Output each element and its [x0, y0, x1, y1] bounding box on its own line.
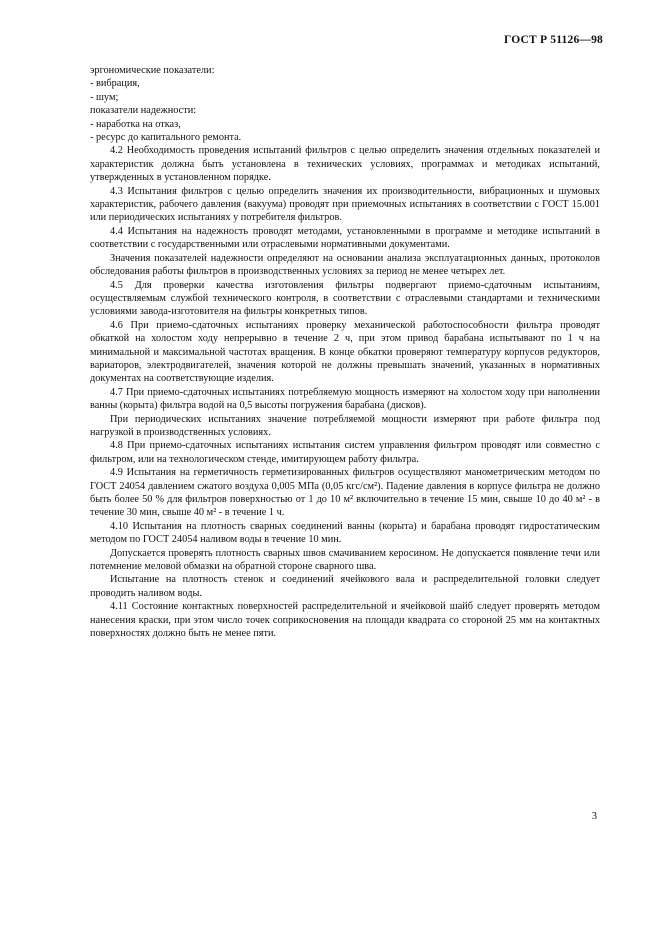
- document-body: [90, 64, 600, 640]
- intro-line: - шум;: [90, 91, 119, 103]
- document-code-header: ГОСТ Р 51126—98: [504, 34, 603, 46]
- paragraph-4-7: 4.7 При приемо-сдаточных испытаниях потребляемую мощность измеряют на холостом ходу при наполнении ванны (корыта) фильтра водой на 0,5 высоты погружения барабана (дисков).: [90, 386, 600, 412]
- intro-line: - вибрация,: [90, 78, 140, 90]
- paragraph-4-9: 4.9 Испытания на герметичность герметизированных фильтров осуществляют манометрическим методом по ГОСТ 24054 давлением сжатого воздуха 0,005 МПа (0,05 кгс/см²). Падение давления в корпусе фильтра не должно быть более 50 % для фильтров поверхностью от 1 до 10 м² включительно в течение 15 мин, свыше 10 до 40 м² - в течение 30 мин, свыше 40 м² - в течение 1 ч.: [90, 467, 600, 519]
- paragraph-cell-shaft-test: Испытание на плотность стенок и соединений ячейкового вала и распределительной головки следует проводить наливом воды.: [90, 574, 600, 599]
- intro-line: - ресурс до капитального ремонта.: [90, 132, 242, 144]
- paragraph-reliability-values: Значения показателей надежности определяют на основании анализа эксплуатационных данных, протоколов обследования работы фильтров в производственных условиях за период не менее четырех лет.: [90, 252, 600, 278]
- paragraph-4-10: 4.10 Испытания на плотность сварных соединений ванны (корыта) и барабана проводят гидростатическим методом по ГОСТ 24054 наливом воды в течение 10 мин.: [90, 520, 600, 546]
- paragraph-4-11: 4.11 Состояние контактных поверхностей распределительной и ячейковой шайб следует проверять методом нанесения краски, при этом число точек соприкосновения на площади квадрата со стороной 25 мм на контактных поверхностях должно быть не менее пяти.: [90, 601, 600, 640]
- intro-line: эргономические показатели:: [90, 65, 215, 76]
- paragraph-periodic-tests: При периодических испытаниях значение потребляемой мощности измеряют при работе фильтра под нагрузкой в производственных условиях.: [90, 413, 600, 438]
- paragraph-4-4: 4.4 Испытания на надежность проводят методами, установленными в программе и методике испытаний в соответствии с государственными или отраслевыми нормативными документами.: [90, 225, 600, 251]
- paragraph-4-5: 4.5 Для проверки качества изготовления фильтры подвергают приемо-сдаточным испытаниям, осуществляемым службой технического контроля, в соответствии с отраслевыми стандартами и техническими условиями завода-изготовителя на фильтры конкретных типов.: [90, 279, 600, 318]
- intro-line: - наработка на отказ,: [90, 118, 181, 130]
- paragraph-kerosene-test: Допускается проверять плотность сварных швов смачиванием керосином. Не допускается появление течи или потемнение меловой обмазки на обратной стороне сварного шва.: [90, 547, 600, 573]
- paragraph-4-2: 4.2 Необходимость проведения испытаний фильтров с целью определить значения отдельных показателей и характеристик должна быть установлена в технических условиях, программах и методиках испытаний, утвержденных в установленном порядке.: [90, 145, 600, 184]
- page-number: 3: [591, 811, 597, 822]
- paragraph-4-3: 4.3 Испытания фильтров с целью определить значения их производительности, вибрационных и шумовых характеристик, рабочего давления (вакуума) проводят при приемочных испытаниях в соответствии с ГОСТ 15.001 или периодических испытаниях у потребителя фильтров.: [90, 185, 600, 224]
- paragraph-4-8: 4.8 При приемо-сдаточных испытаниях испытания систем управления фильтром проводят или совместно с фильтром, или на технологическом стенде, имитирующем работу фильтра.: [90, 440, 600, 465]
- intro-line: показатели надежности:: [90, 105, 197, 117]
- paragraph-4-6: 4.6 При приемо-сдаточных испытаниях проверку механической работоспособности фильтра проводят обкаткой на холостом ходу непрерывно в течение 2 ч, при этом привод барабана испытывают по 1 ч на минимальной и максимальной частотах вращения. В конце обкатки проверяют температуру корпусов редукторов, вариаторов, электродвигателей, значения которой не должны превышать значений, указанных в нормативных документах на соответствующие изделия.: [90, 319, 600, 385]
